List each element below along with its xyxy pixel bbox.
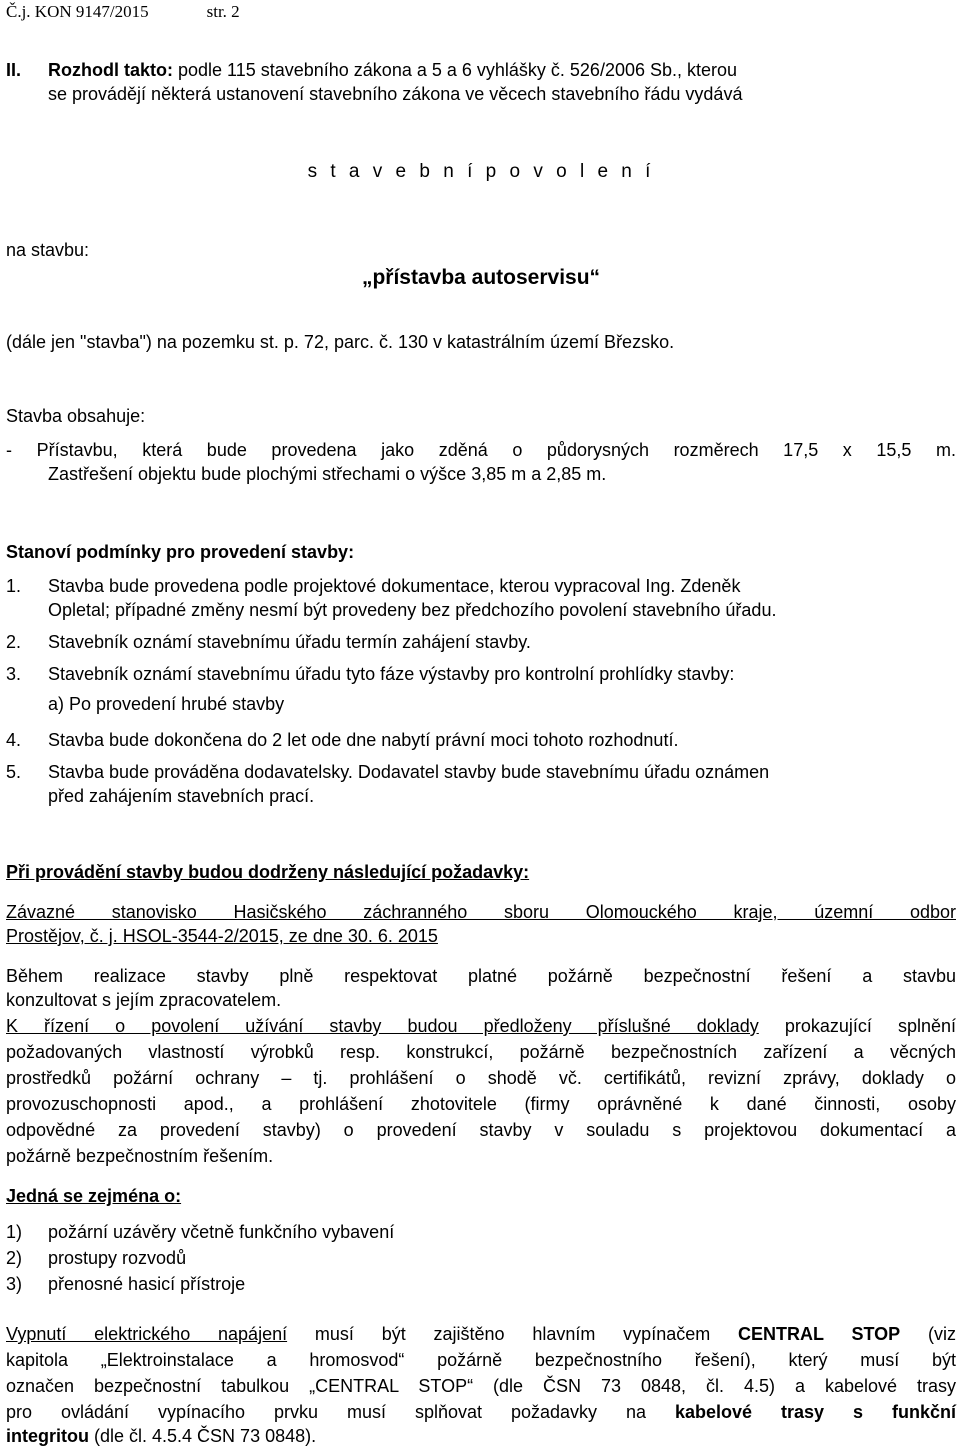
building-name: „přístavba autoservisu“	[361, 266, 601, 289]
list-text: prostupy rozvodů	[48, 1248, 187, 1268]
list-item	[6, 1272, 956, 1296]
power-off-text: (dle čl. 4.5.4 ČSN 73 0848).	[89, 1426, 317, 1446]
case-reference: Č.j. KON 9147/2015	[6, 2, 149, 21]
power-off-line-5	[6, 1424, 956, 1448]
requirement-p2-line-3: prostředků požární ochrany – tj. prohlášení o shodě vč. certifikátů, revizní zprávy, doklady o	[6, 1068, 956, 1088]
condition-5-line2: před zahájením stavebních prací.	[48, 786, 315, 806]
condition-4	[6, 728, 956, 752]
conditions-heading: Stanoví podmínky pro provedení stavby:	[6, 542, 355, 562]
condition-text: Stavba bude provedena podle projektové dokumentace, kterou vypracoval Ing. Zdeněk	[48, 576, 741, 596]
fire-statement-line-1: Závazné stanovisko Hasičského záchranného sboru Olomouckého kraje, územní odbor	[6, 902, 956, 922]
list-number: 3)	[6, 1274, 23, 1294]
power-off-text: musí být zajištěno hlavním vypínačem	[287, 1324, 739, 1344]
page-number: str. 2	[206, 2, 240, 21]
list-text: požární uzávěry včetně funkčního vybavení	[48, 1222, 395, 1242]
power-off-text-2: (viz	[900, 1324, 956, 1344]
requirement-p2-line-2: požadovaných vlastností výrobků resp. konstrukcí, požárně bezpečnostních zařízení a věcných	[6, 1042, 956, 1062]
requirement-p2-line-4: provozuschopnosti apod., a prohlášení zhotovitele (firmy oprávněné k dané činnosti, osoby	[6, 1094, 956, 1114]
requirement-p2-line-1	[6, 1014, 956, 1038]
contents-heading: Stavba obsahuje:	[6, 406, 146, 426]
decision-text-line2: se provádějí některá ustanovení stavebního zákona ve věcech stavebního řádu vydává	[48, 84, 743, 104]
requirement-p1-line-1: Během realizace stavby plně respektovat platné požárně bezpečnostní řešení a stavbu	[6, 966, 956, 986]
condition-1-line2: Opletal; případné změny nesmí být provedeny bez předchozího povolení stavebního úřadu.	[48, 600, 777, 620]
decision-text: podle 115 stavebního zákona a 5 a 6 vyhlášky č. 526/2006 Sb., kterou	[172, 60, 738, 80]
decision-heading	[6, 58, 956, 82]
decision-number: II.	[6, 60, 22, 80]
list-text: přenosné hasicí přístroje	[48, 1274, 246, 1294]
condition-text: Stavebník oznámí stavebnímu úřadu tyto fáze výstavby pro kontrolní prohlídky stavby:	[48, 664, 735, 684]
na-stavbu-label: na stavbu:	[6, 240, 90, 260]
document-title: s t a v e b n í p o v o l e n í	[307, 161, 655, 182]
condition-number: 4.	[6, 730, 22, 750]
power-off-line-3: označen bezpečnostní tabulkou „CENTRAL STOP“ (dle ČSN 73 0848, čl. 4.5) a kabelové trasy	[6, 1376, 956, 1396]
power-off-line-2: kapitola „Elektroinstalace a hromosvod“ požárně bezpečnostního řešení), který musí být	[6, 1350, 956, 1370]
condition-number: 1.	[6, 576, 22, 596]
list-item	[6, 1220, 956, 1244]
documents-rest: prokazující splnění	[758, 1016, 956, 1036]
contents-line-2: Zastřešení objektu bude plochými střechami o výšce 3,85 m a 2,85 m.	[48, 464, 607, 484]
page-header	[6, 2, 240, 22]
condition-number: 5.	[6, 762, 22, 782]
requirement-p2-line-5: odpovědné za provedení stavby) o provedení stavby v souladu s projektovou dokumentací a	[6, 1120, 956, 1140]
condition-text: Stavba bude prováděna dodavatelsky. Dodavatel stavby bude stavebnímu úřadu oznámen	[48, 762, 770, 782]
integrity-bold: integritou	[6, 1426, 89, 1446]
list-item	[6, 1246, 956, 1270]
condition-5	[6, 760, 956, 784]
jedna-se-heading: Jedná se zejména o:	[6, 1186, 182, 1206]
condition-3	[6, 662, 956, 686]
documents-underlined: K řízení o povolení užívání stavby budou předloženy příslušné doklady	[6, 1016, 759, 1036]
power-off-underlined: Vypnutí elektrického napájení	[6, 1324, 288, 1344]
condition-number: 2.	[6, 632, 22, 652]
power-off-line-4	[6, 1400, 956, 1424]
condition-number: 3.	[6, 664, 22, 684]
power-off-text: pro ovládání vypínacího prvku musí splňovat požadavky na	[6, 1402, 675, 1422]
central-stop-label: CENTRAL STOP	[738, 1324, 901, 1344]
fire-statement-line-2: Prostějov, č. j. HSOL-3544-2/2015, ze dne 30. 6. 2015	[6, 926, 438, 946]
contents-line-1: - Přístavbu, která bude provedena jako zděná o půdorysných rozměrech 17,5 x 15,5 m.	[6, 440, 956, 460]
condition-3-sub-a: a) Po provedení hrubé stavby	[48, 694, 285, 714]
requirement-p1-line-2: konzultovat s jejím zpracovatelem.	[6, 990, 282, 1010]
cable-routes-bold: kabelové trasy s funkční	[675, 1402, 956, 1422]
condition-text: Stavba bude dokončena do 2 let ode dne nabytí právní moci tohoto rozhodnutí.	[48, 730, 679, 750]
requirements-heading: Při provádění stavby budou dodrženy následující požadavky:	[6, 862, 530, 882]
power-off-line-1	[6, 1322, 956, 1346]
decision-label: Rozhodl takto:	[48, 60, 173, 80]
condition-text: Stavebník oznámí stavebnímu úřadu termín zahájení stavby.	[48, 632, 531, 652]
condition-2	[6, 630, 956, 654]
condition-1	[6, 574, 956, 598]
list-number: 1)	[6, 1222, 23, 1242]
plot-description: (dále jen "stavba") na pozemku st. p. 72, parc. č. 130 v katastrálním území Březsko.	[6, 332, 675, 352]
list-number: 2)	[6, 1248, 23, 1268]
requirement-p2-line-6: požárně bezpečnostním řešením.	[6, 1146, 274, 1166]
